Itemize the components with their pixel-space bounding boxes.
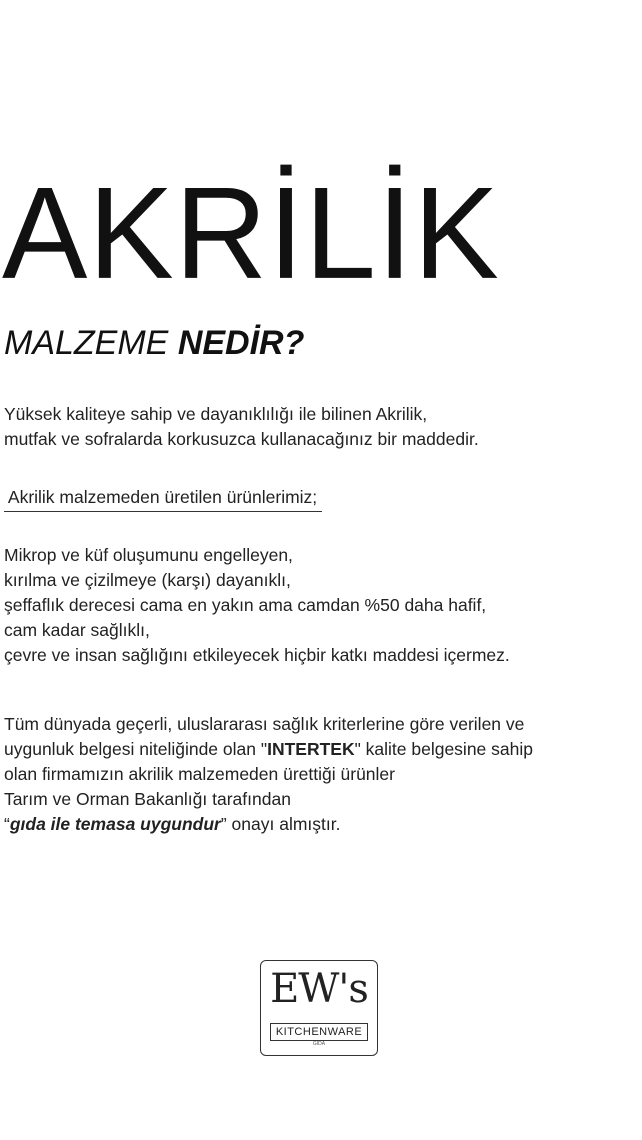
- feature-item: cam kadar sağlıklı,: [4, 620, 150, 640]
- logo-small-text: GIDA: [312, 1041, 326, 1047]
- certificate-text: uygunluk belgesi niteliğinde olan ": [4, 739, 268, 759]
- intro-paragraph: [4, 402, 479, 452]
- feature-item: çevre ve insan sağlığını etkileyecek hiçbir katkı maddesi içermez.: [4, 645, 510, 665]
- intro-line: Yüksek kaliteye sahip ve dayanıklılığı ile bilinen Akrilik,: [4, 404, 428, 424]
- logo-band: KITCHENWARE: [270, 1023, 368, 1041]
- certificate-text: " kalite belgesine sahip: [354, 739, 533, 759]
- feature-item: kırılma ve çizilmeye (karşı) dayanıklı,: [4, 570, 291, 590]
- certificate-line: Tarım ve Orman Bakanlığı tarafından: [4, 789, 291, 809]
- page-subtitle: [4, 326, 304, 360]
- certificate-line: Tüm dünyada geçerli, uluslararası sağlık kriterlerine göre verilen ve: [4, 714, 525, 734]
- features-list: [4, 543, 510, 668]
- subtitle-light: MALZEME: [4, 324, 178, 362]
- feature-item: şeffaflık derecesi cama en yakın ama camdan %50 daha hafif,: [4, 595, 487, 615]
- intertek-brand: INTERTEK: [267, 739, 355, 759]
- products-heading: Akrilik malzemeden üretilen ürünlerimiz;: [4, 485, 322, 512]
- brand-logo: [260, 960, 378, 1056]
- logo-mark: EW's: [270, 966, 368, 1012]
- food-safe-phrase: gıda ile temasa uygundur: [9, 814, 221, 834]
- certificate-line: olan firmamızın akrilik malzemeden ürettiği ürünler: [4, 764, 395, 784]
- certificate-line: [4, 737, 533, 762]
- feature-item: Mikrop ve küf oluşumunu engelleyen,: [4, 545, 293, 565]
- quote-open: “: [4, 814, 10, 834]
- page-title: AKRİLİK: [2, 160, 500, 307]
- certificate-line: [4, 812, 533, 837]
- certificate-paragraph: [4, 712, 533, 837]
- certificate-text: ” onayı almıştır.: [220, 814, 341, 834]
- subtitle-bold: NEDİR?: [177, 324, 305, 362]
- intro-line: mutfak ve sofralarda korkusuzca kullanacağınız bir maddedir.: [4, 429, 479, 449]
